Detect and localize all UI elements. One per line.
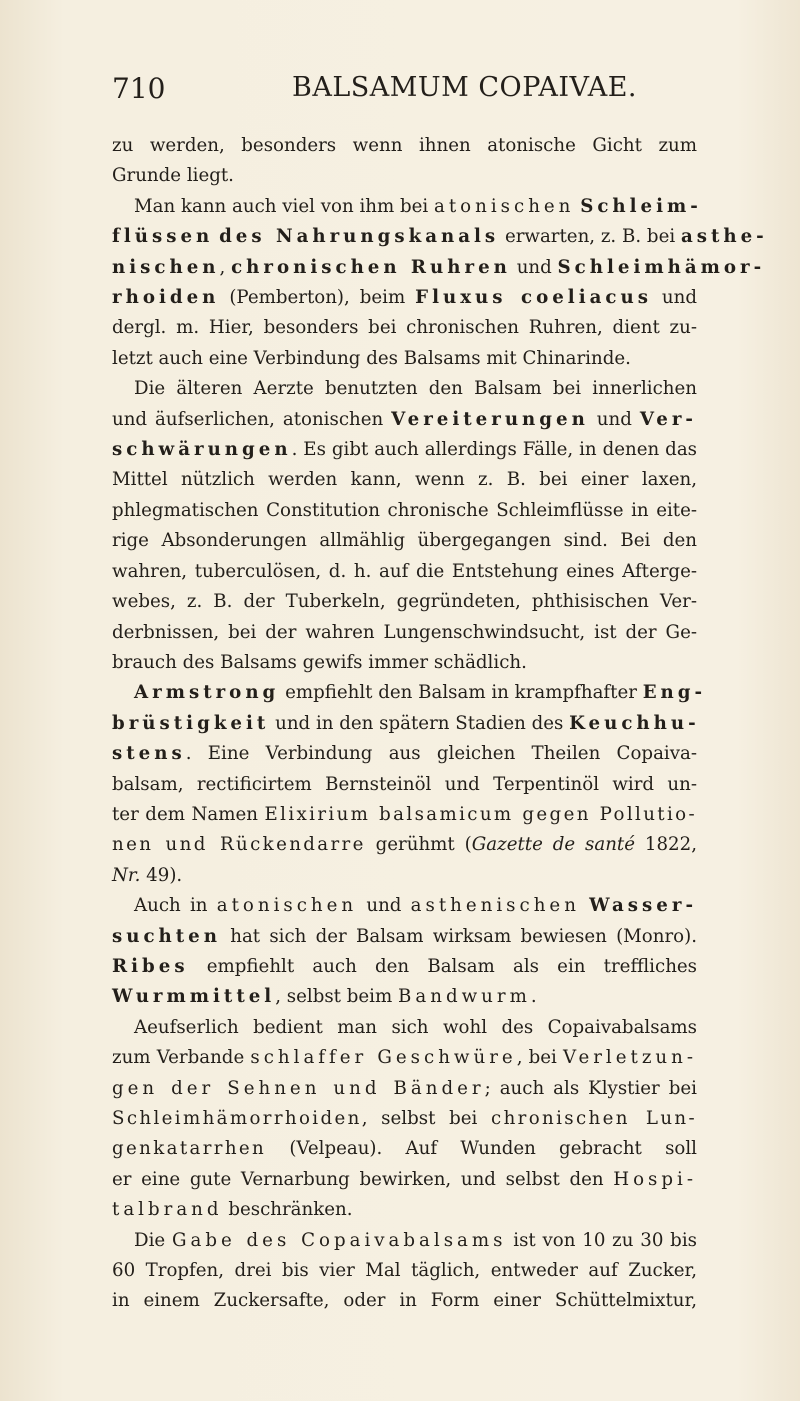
text-line: flüssen des Nahrungskanals erwarten, z. B. bei asthe- bbox=[112, 226, 768, 248]
text-line: brüstigkeit und in den spätern Stadien des Keuchhu- bbox=[112, 712, 700, 734]
text-line: talbrand beschränken. bbox=[112, 1199, 353, 1221]
page-number: 710 bbox=[112, 72, 166, 105]
text-line: Wurmmittel, selbst beim Bandwurm. bbox=[112, 986, 537, 1008]
page-header bbox=[112, 72, 712, 112]
text-line: phlegmatischen Constitution chronische Schleimflüsse in eite- bbox=[112, 499, 697, 521]
text-line: Aeufserlich bedient man sich wohl des Copaivabalsams bbox=[134, 1016, 697, 1038]
text-line: brauch des Balsams gewifs immer schädlich. bbox=[112, 651, 527, 673]
text-line: derbnissen, bei der wahren Lungenschwindsucht, ist der Ge- bbox=[112, 621, 697, 643]
text-line: ter dem Namen Elixirium balsamicum gegen Pollutio- bbox=[112, 803, 697, 825]
text-line: Man kann auch viel von ihm bei atonischen Schleim- bbox=[134, 195, 702, 217]
text-line: rige Absonderungen allmählig übergegangen sind. Bei den bbox=[112, 530, 697, 552]
text-line: Grunde liegt. bbox=[112, 165, 234, 187]
text-line: Auch in atonischen und asthenischen Wasser- bbox=[134, 895, 697, 917]
text-line: zu werden, besonders wenn ihnen atonische Gicht zum bbox=[112, 135, 697, 156]
text-line: und äufserlichen, atonischen Vereiterungen und Ver- bbox=[112, 408, 697, 430]
text-line: nischen, chronischen Ruhren und Schleimhämor- bbox=[112, 256, 766, 278]
text-line: Mittel nützlich werden kann, wenn z. B. bei einer laxen, bbox=[112, 469, 697, 491]
text-line: Die Gabe des Copaivabalsams ist von 10 zu 30 bis bbox=[134, 1229, 697, 1251]
running-title: BALSAMUM COPAIVAE. bbox=[292, 72, 637, 103]
text-line: Schleimhämorrhoiden, selbst bei chronischen Lun- bbox=[112, 1108, 698, 1129]
text-line: Die älteren Aerzte benutzten den Balsam bei innerlichen bbox=[134, 378, 697, 400]
text-line: suchten hat sich der Balsam wirksam bewiesen (Monro). bbox=[112, 925, 697, 947]
text-line: Ribes empfiehlt auch den Balsam als ein treffliches bbox=[112, 955, 697, 977]
text-line: schwärungen. Es gibt auch allerdings Fälle, in denen das bbox=[112, 439, 697, 461]
text-line: nen und Rückendarre gerühmt (Gazette de santé 1822, bbox=[112, 834, 697, 856]
text-line: genkatarrhen (Velpeau). Auf Wunden gebracht soll bbox=[112, 1138, 697, 1160]
text-line: webes, z. B. der Tuberkeln, gegründeten, phthisischen Ver- bbox=[112, 591, 697, 613]
body-text bbox=[112, 131, 768, 1317]
text-line: Armstrong empfiehlt den Balsam in krampfhafter Eng- bbox=[134, 682, 707, 704]
text-line: gen der Sehnen und Bänder; auch als Klystier bei bbox=[112, 1077, 697, 1099]
text-line: stens. Eine Verbindung aus gleichen Theilen Copaiva- bbox=[112, 743, 697, 765]
text-line: Nr. 49). bbox=[112, 864, 183, 886]
text-line: er eine gute Vernarbung bewirken, und selbst den Hospi- bbox=[112, 1168, 697, 1190]
text-line: letzt auch eine Verbindung des Balsams mit Chinarinde. bbox=[112, 347, 631, 369]
text-line: in einem Zuckersafte, oder in Form einer Schüttelmixtur, bbox=[112, 1290, 697, 1312]
text-line: 60 Tropfen, drei bis vier Mal täglich, entweder auf Zucker, bbox=[112, 1260, 697, 1282]
text-line: zum Verbande schlaffer Geschwüre, bei Verletzun- bbox=[112, 1047, 698, 1069]
text-line: rhoiden (Pemberton), beim Fluxus coeliacus und bbox=[112, 287, 697, 309]
text-line: dergl. m. Hier, besonders bei chronischen Ruhren, dient zu- bbox=[112, 317, 697, 339]
text-line: balsam, rectificirtem Bernsteinöl und Terpentinöl wird un- bbox=[112, 773, 697, 795]
text-line: wahren, tuberculösen, d. h. auf die Entstehung eines Afterge- bbox=[112, 560, 697, 582]
